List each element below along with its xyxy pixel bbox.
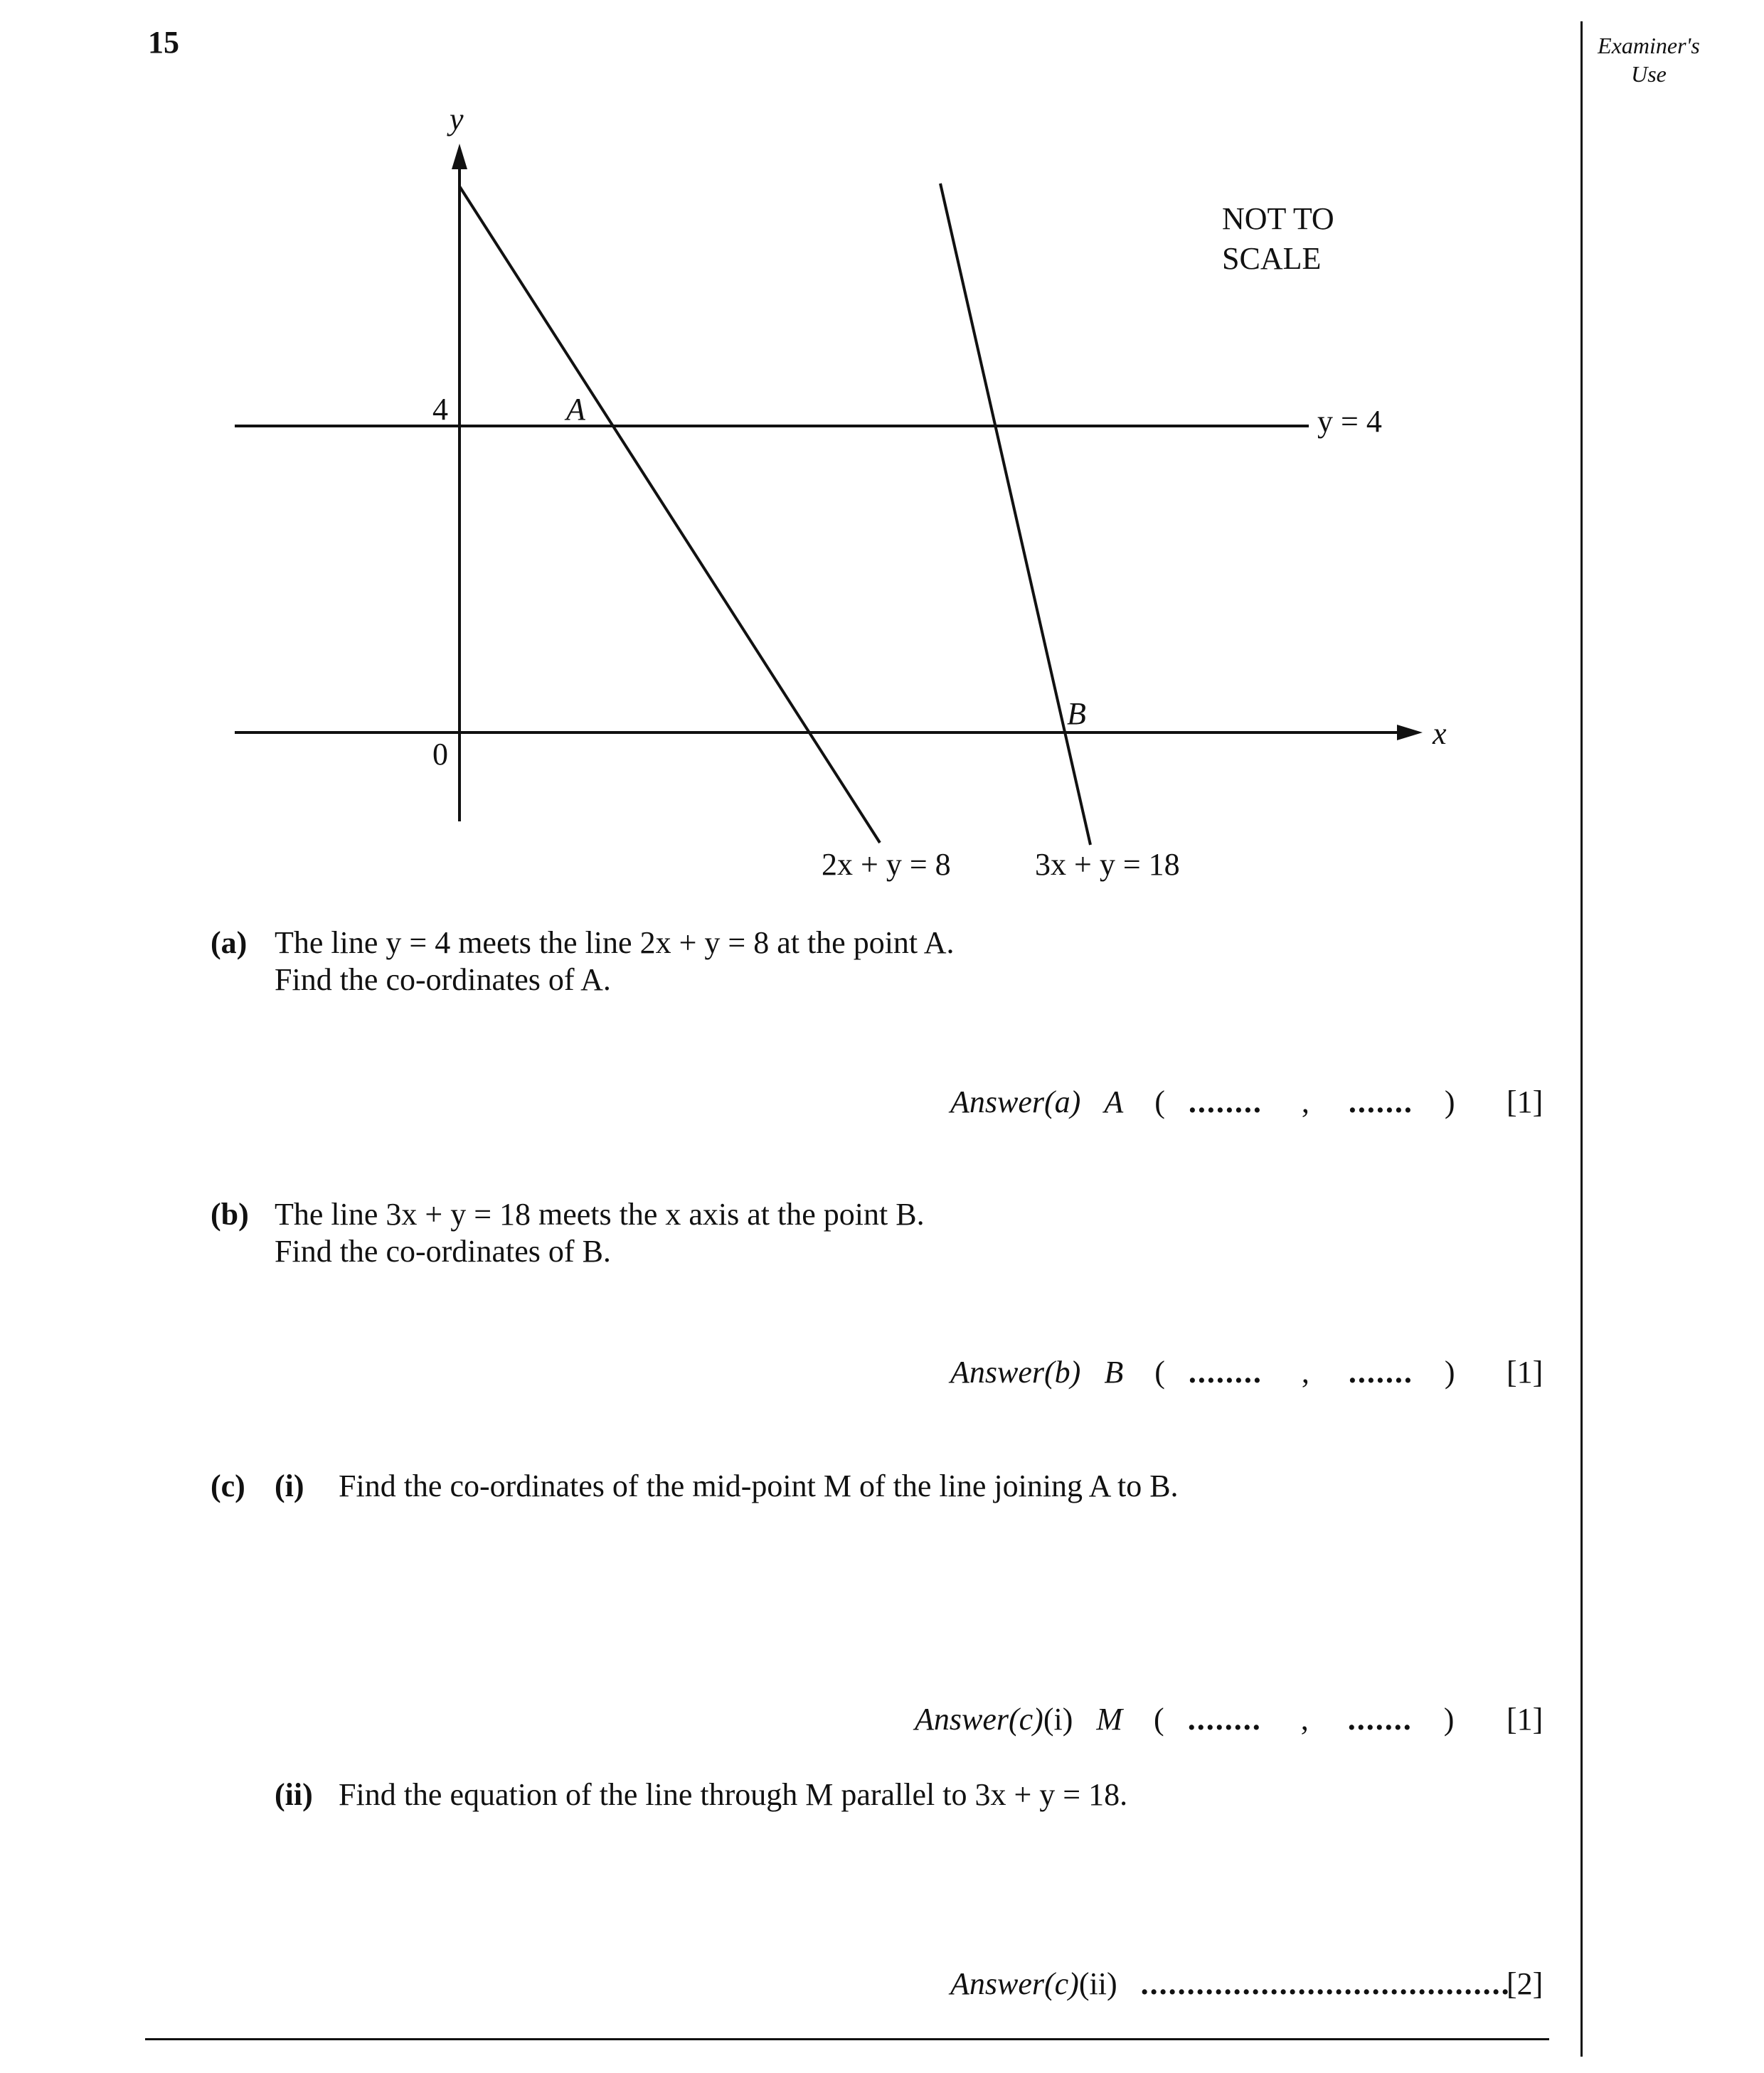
answer-b-var: B bbox=[1104, 1355, 1124, 1390]
question-c-i-tag: (i) bbox=[275, 1469, 304, 1503]
answer-b-open: ( bbox=[1154, 1355, 1165, 1390]
x-axis-arrow bbox=[1397, 725, 1423, 740]
marks-b: [1] bbox=[1507, 1355, 1544, 1390]
marks-c-ii: [2] bbox=[1507, 1966, 1544, 2001]
answer-b-x-field[interactable]: ........ bbox=[1188, 1355, 1263, 1390]
answer-c-i-open: ( bbox=[1154, 1702, 1164, 1737]
answer-c-ii-label-part: (ii) bbox=[1078, 1966, 1117, 2001]
label-y-equals-4: y = 4 bbox=[1317, 404, 1382, 439]
answer-c-i-row bbox=[915, 1701, 1454, 1738]
line-2x-plus-y-8 bbox=[459, 186, 880, 843]
answer-a-open: ( bbox=[1154, 1085, 1165, 1119]
answer-b-comma: , bbox=[1301, 1355, 1309, 1390]
answer-c-ii-label: Answer(c) bbox=[950, 1966, 1079, 2001]
point-b-label: B bbox=[1067, 696, 1086, 731]
answer-c-ii-row bbox=[950, 1966, 1511, 2003]
answer-c-i-label: Answer(c) bbox=[915, 1702, 1043, 1737]
answer-c-ii-field[interactable]: ........................................ bbox=[1140, 1966, 1511, 2001]
y-axis-label: y bbox=[450, 102, 464, 137]
answer-c-i-var: M bbox=[1096, 1702, 1123, 1737]
question-b-tag: (b) bbox=[211, 1197, 249, 1232]
tick-label-0: 0 bbox=[432, 737, 448, 772]
answer-a-y-field[interactable]: ....... bbox=[1348, 1085, 1413, 1119]
not-to-scale-line1: NOT TO bbox=[1222, 201, 1334, 236]
page-number: 15 bbox=[148, 25, 179, 60]
marks-a: [1] bbox=[1507, 1085, 1544, 1119]
x-axis-label: x bbox=[1433, 716, 1447, 751]
not-to-scale-line2: SCALE bbox=[1222, 241, 1322, 276]
examiner-use-line1: Examiner's bbox=[1598, 33, 1700, 58]
answer-b-row bbox=[950, 1354, 1455, 1391]
question-b-line2: Find the co-ordinates of B. bbox=[275, 1234, 611, 1269]
y-axis-arrow bbox=[452, 144, 467, 169]
answer-c-i-x-field[interactable]: ........ bbox=[1187, 1702, 1262, 1737]
answer-b-y-field[interactable]: ....... bbox=[1348, 1355, 1413, 1390]
question-c-ii-text: Find the equation of the line through M parallel to 3x + y = 18. bbox=[339, 1777, 1128, 1812]
answer-a-comma: , bbox=[1301, 1085, 1309, 1119]
answer-b-label: Answer(b) bbox=[950, 1355, 1081, 1390]
tick-label-4: 4 bbox=[432, 392, 448, 427]
question-a-tag: (a) bbox=[211, 925, 248, 960]
question-c-ii-tag: (ii) bbox=[275, 1777, 313, 1812]
point-a-label: A bbox=[566, 392, 585, 427]
answer-c-i-close: ) bbox=[1443, 1702, 1455, 1737]
answer-b-close: ) bbox=[1444, 1355, 1455, 1390]
answer-a-x-field[interactable]: ........ bbox=[1188, 1085, 1263, 1119]
examiner-use-line2: Use bbox=[1631, 61, 1667, 87]
answer-a-var: A bbox=[1104, 1085, 1124, 1119]
question-c-tag: (c) bbox=[211, 1469, 245, 1503]
bottom-rule bbox=[145, 2038, 1549, 2040]
question-a-line1: The line y = 4 meets the line 2x + y = 8 at the point A. bbox=[275, 925, 955, 960]
answer-a-label: Answer(a) bbox=[950, 1085, 1081, 1119]
coordinate-figure bbox=[0, 0, 1764, 924]
answer-c-i-y-field[interactable]: ....... bbox=[1347, 1702, 1413, 1737]
answer-a-row bbox=[950, 1084, 1455, 1121]
question-b-line1: The line 3x + y = 18 meets the x axis at the point B. bbox=[275, 1197, 925, 1232]
marks-c-i: [1] bbox=[1507, 1702, 1544, 1737]
label-2x-plus-y-8: 2x + y = 8 bbox=[822, 847, 951, 882]
question-a-line2: Find the co-ordinates of A. bbox=[275, 962, 611, 997]
question-c-i-text: Find the co-ordinates of the mid-point M of the line joining A to B. bbox=[339, 1469, 1179, 1503]
line-3x-plus-y-18 bbox=[940, 183, 1090, 845]
label-3x-plus-y-18: 3x + y = 18 bbox=[1035, 847, 1180, 882]
answer-c-i-label-part: (i) bbox=[1043, 1702, 1073, 1737]
answer-a-close: ) bbox=[1444, 1085, 1455, 1119]
answer-c-i-comma: , bbox=[1300, 1702, 1309, 1737]
